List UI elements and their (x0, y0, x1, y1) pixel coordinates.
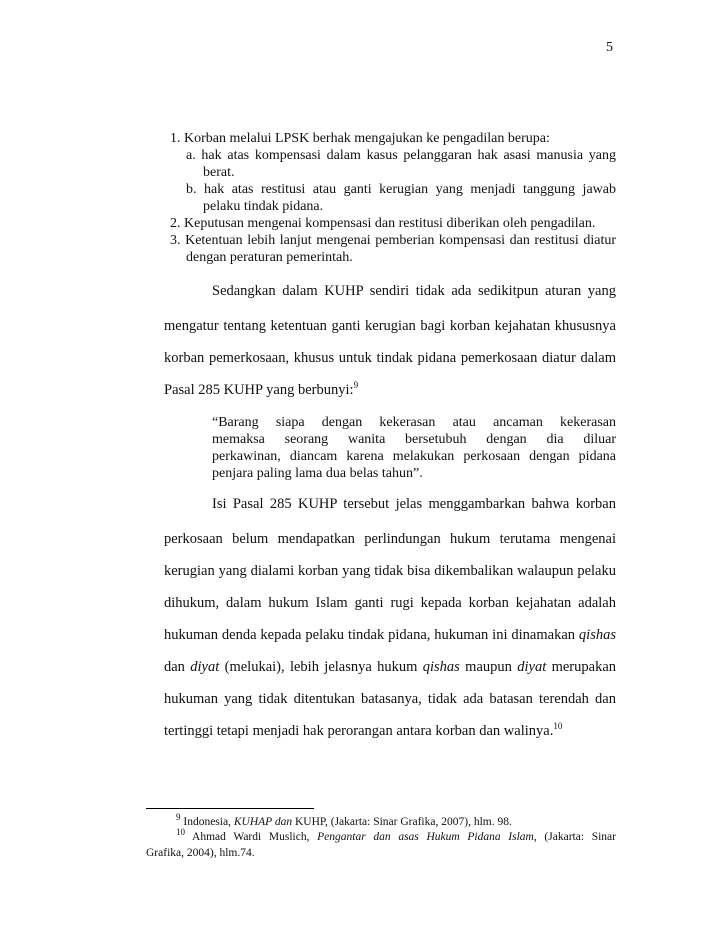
list-item-1b-cont: pelaku tindak pidana. (203, 199, 324, 214)
term-diyat: diyat (517, 659, 547, 675)
paragraph-1-line-4: Pasal 285 KUHP yang berbunyi:$^9$ (164, 380, 359, 398)
paragraph-2-line-2: perkosaan belum mendapatkan perlindungan hukum terutama mengenai (164, 531, 616, 547)
list-item-1: 1. Korban melalui LPSK berhak mengajukan ke pengadilan berupa: (170, 131, 550, 146)
footnote-9: $^9$ Indonesia, KUHAP dan KUHP, (Jakarta: Sinar Grafika, 2007), hlm. 98. (176, 812, 512, 828)
list-item-2: 2. Keputusan mengenai kompensasi dan restitusi diberikan oleh pengadilan. (170, 216, 596, 231)
list-item-3-cont: dengan peraturan pemerintah. (186, 250, 353, 265)
paragraph-1-line-1: Sedangkan dalam KUHP sendiri tidak ada sedikitpun aturan yang (212, 283, 616, 299)
paragraph-2-line-3: kerugian yang dialami korban yang tidak bisa dikembalikan walaupun pelaku (164, 563, 616, 579)
list-item-1b: b. hak atas restitusi atau ganti kerugian yang menjadi tanggung jawab (186, 182, 616, 197)
paragraph-2-line-5: hukuman denda kepada pelaku tindak pidana, hukuman ini dinamakan qishas (164, 627, 616, 643)
paragraph-1-line-3: korban pemerkosaan, khusus untuk tindak pidana pemerkosaan diatur dalam (164, 350, 616, 366)
quote-line-3: perkawinan, diancam karena melakukan perkosaan dengan pidana (212, 449, 616, 464)
footnote-10-cont: Grafika, 2004), hlm.74. (146, 847, 255, 859)
page-number: 5 (606, 40, 613, 55)
paragraph-1-line-2: mengatur tentang ketentuan ganti kerugian bagi korban kejahatan khususnya (164, 318, 616, 334)
footnote-ref-10: 10 (553, 721, 563, 732)
paragraph-2-line-1: Isi Pasal 285 KUHP tersebut jelas menggambarkan bahwa korban (212, 496, 616, 512)
paragraph-2-line-4: dihukum, dalam hukum Islam ganti rugi kepada korban kejahatan adalah (164, 595, 616, 611)
footnote-ref-9: 9 (353, 380, 359, 391)
quote-line-4: penjara paling lama dua belas tahun”. (212, 466, 423, 481)
paragraph-2-line-8: tertinggi tetapi menjadi hak perorangan antara korban dan walinya.$^{10}$ (164, 721, 563, 739)
footnote-10: $^{10}$ Ahmad Wardi Muslich, Pengantar dan asas Hukum Pidana Islam, (Jakarta: Sinar (176, 827, 616, 843)
quote-line-1: “Barang siapa dengan kekerasan atau ancaman kekerasan (212, 415, 616, 430)
list-item-3: 3. Ketentuan lebih lanjut mengenai pemberian kompensasi dan restitusi diatur (170, 233, 616, 248)
paragraph-2-line-6: dan diyat (melukai), lebih jelasnya hukum qishas maupun diyat merupakan (164, 659, 617, 675)
footnote-separator (146, 808, 314, 809)
list-item-1a: a. hak atas kompensasi dalam kasus pelanggaran hak asasi manusia yang (186, 148, 616, 163)
list-item-1a-cont: berat. (203, 165, 235, 180)
term-diyat: diyat (190, 659, 220, 675)
quote-line-2: memaksa seorang wanita bersetubuh dengan dia diluar (212, 432, 616, 447)
paragraph-2-line-7: hukuman yang tidak ditentukan batasanya, tidak ada batasan terendah dan (164, 691, 616, 707)
term-qishas: qishas (422, 659, 460, 675)
term-qishas: qishas (578, 627, 616, 643)
